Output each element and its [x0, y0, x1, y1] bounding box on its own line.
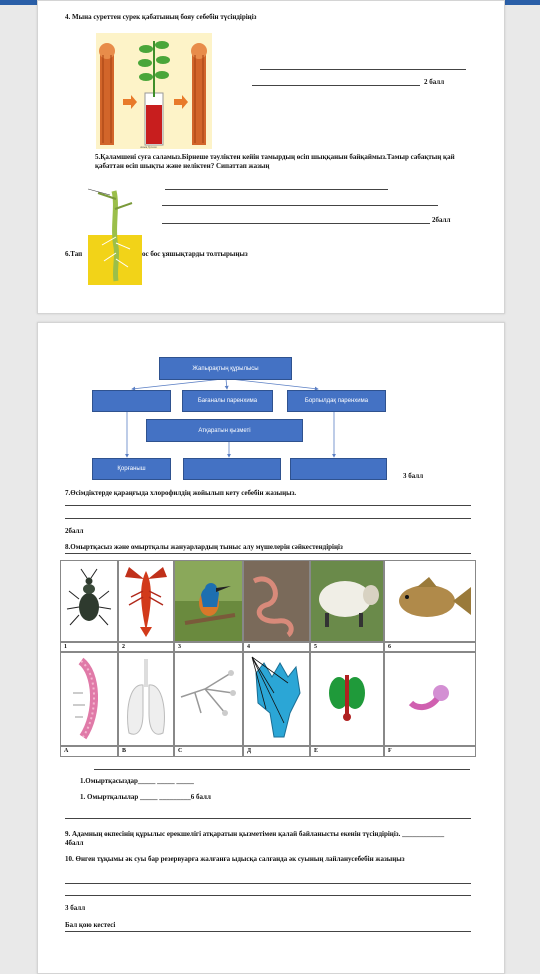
- answer-line: [65, 505, 471, 506]
- number-cell: [243, 642, 310, 652]
- underline: [65, 931, 471, 932]
- organ-cell-d: [243, 652, 310, 746]
- gills-image: [244, 653, 309, 745]
- animal-number: 6: [388, 644, 391, 650]
- q4-points: 2 балл: [424, 78, 445, 86]
- letter-cell: [384, 746, 476, 757]
- answer-line: [162, 223, 430, 224]
- earthworm-image: [244, 561, 309, 641]
- q7-points: 2балл: [65, 527, 84, 535]
- q5-points: 2балл: [432, 216, 451, 224]
- beetle-image: [61, 561, 117, 641]
- letter-cell: [310, 746, 384, 757]
- diagram-box-palisade: Бағаналы паренхима: [182, 390, 273, 412]
- organ-cell-b: [118, 652, 174, 746]
- crayfish-image: [119, 561, 173, 641]
- answer-line: [94, 769, 470, 770]
- answer-line: [65, 818, 471, 819]
- number-cell: [310, 642, 384, 652]
- question-6-part2: ос бос ұяшықтарды толтырыңыз: [142, 250, 248, 258]
- scoring-table-title: Бал қою кестесі: [65, 921, 116, 929]
- answer-line: [65, 883, 471, 884]
- letter-cell: [118, 746, 174, 757]
- answer-line: [252, 85, 420, 86]
- frog-lungs-image: [311, 653, 383, 745]
- organ-cell-f: [384, 652, 476, 746]
- organ-letter: C: [178, 748, 183, 754]
- answer-invertebrates: 1.Омыртқасыздар_____ _____ _____: [80, 777, 194, 785]
- animal-cell-6: [384, 560, 476, 642]
- organ-letter: E: [314, 748, 319, 754]
- organ-letter: Д: [247, 748, 252, 754]
- question-10: 10. Өнген тұқымы әк суы бар резервуарға жалғанға ыдысқа салғанда әк суының лайланусебебін жазыңыз: [65, 855, 405, 863]
- answer-line: [260, 69, 466, 70]
- diagram-box-empty-1[interactable]: [92, 390, 171, 412]
- animal-number: 1: [64, 644, 67, 650]
- tracheae-image: [61, 653, 117, 745]
- organ-cell-e: [310, 652, 384, 746]
- tube-caption: Анық бутеан: [140, 145, 157, 149]
- kingfisher-image: [175, 561, 242, 641]
- question-9: 9. Адамның өкпесінің құрылыс ерекшелігі атқаратын қызметімен қалай байланысты екенін түсіндіріңіз. ____________ 4балл: [65, 830, 445, 847]
- diagram-box-function: Атқаратын қызметі: [146, 419, 303, 442]
- diagram-box-leaf-structure: Жапырақтың құрылысы: [159, 357, 292, 380]
- diagram-box-protection: Қорғаныш: [92, 458, 171, 480]
- answer-line: [165, 189, 388, 190]
- diagram-points: 3 балл: [403, 472, 424, 480]
- organ-cell-a: [60, 652, 118, 746]
- question-4: 4. Мына суреттен сурек қабатының бояу себебін түсіндіріңіз: [65, 13, 257, 21]
- answer-line: [162, 205, 438, 206]
- organ-letter: B: [122, 748, 127, 754]
- number-cell: [118, 642, 174, 652]
- animal-number: 4: [247, 644, 250, 650]
- animal-cell-2: [118, 560, 174, 642]
- animal-cell-1: [60, 560, 118, 642]
- animal-number: 2: [122, 644, 125, 650]
- number-cell: [384, 642, 476, 652]
- underline: [65, 553, 471, 554]
- answer-line: [65, 518, 471, 519]
- number-cell: [60, 642, 118, 652]
- question-8: 8.Омыртқасыз және омыртқалы жануарлардың тыныс алу мүшелерін сәйкестендіріңіз: [65, 543, 343, 551]
- document-page-1: [37, 0, 505, 314]
- animal-cell-4: [243, 560, 310, 642]
- animal-number: 5: [314, 644, 317, 650]
- organ-letter: F: [388, 748, 392, 754]
- stem-staining-illustration: [96, 33, 212, 149]
- matching-table: [60, 560, 476, 757]
- answer-vertebrates: 1. Омыртқалылар _____ _________6 балл: [80, 793, 211, 801]
- diagram-box-empty-2[interactable]: [183, 458, 281, 480]
- carp-image: [385, 561, 475, 641]
- animal-cell-5: [310, 560, 384, 642]
- number-cell: [174, 642, 243, 652]
- diagram-box-spongy: Борпылдақ паренхима: [287, 390, 386, 412]
- diagram-box-empty-3[interactable]: [290, 458, 387, 480]
- answer-line: [65, 895, 471, 896]
- letter-cell: [60, 746, 118, 757]
- question-6-part1: 6.Тап: [65, 250, 83, 258]
- cutting-in-water-illustration: [88, 187, 142, 285]
- organ-cell-c: [174, 652, 243, 746]
- skin-breathing-image: [385, 653, 475, 745]
- animal-cell-3: [174, 560, 243, 642]
- organ-letter: A: [64, 748, 69, 754]
- animal-number: 3: [178, 644, 181, 650]
- letter-cell: [174, 746, 243, 757]
- air-sacs-image: [175, 653, 242, 745]
- question-5: 5.Қаламшені суға саламыз.Бірнеше тәуліктен кейін тамырдың өсіп шыққанын байқаймыз.Тамыр сабақтың қай қабаттан өсіп шықты және неліктен? Сипаттап жазың: [95, 153, 455, 170]
- document-page-2: [37, 322, 505, 974]
- letter-cell: [243, 746, 310, 757]
- lungs-image: [119, 653, 173, 745]
- question-7: 7.Өсімдіктерде қараңғыда хлорофилдің жойылып кету себебін жазыңыз.: [65, 489, 297, 497]
- sheep-image: [311, 561, 383, 641]
- q10-points: 3 балл: [65, 904, 86, 912]
